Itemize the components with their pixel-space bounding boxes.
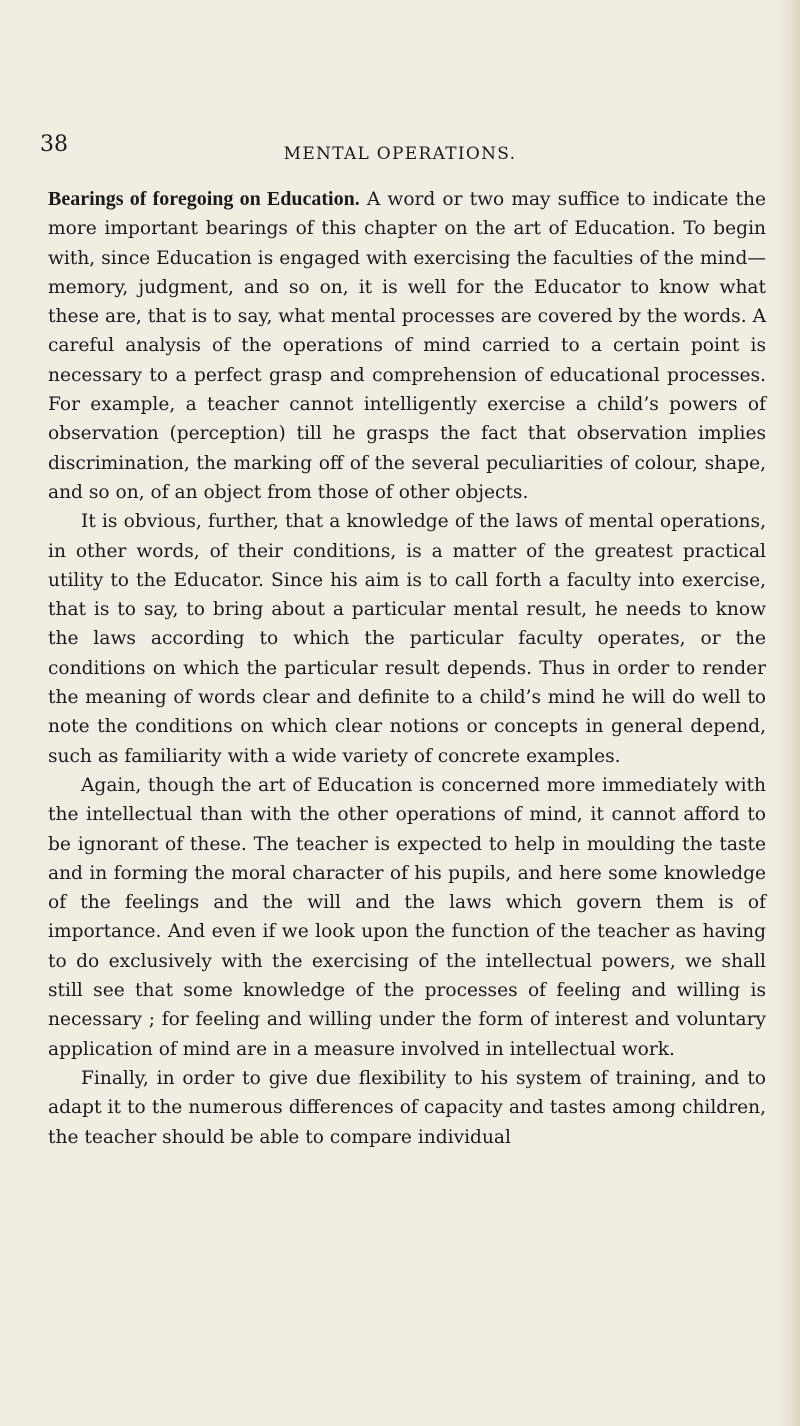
- section-heading: Bearings of foregoing on Education.: [48, 188, 360, 210]
- paragraph-2: It is obvious, further, that a knowledge of the laws of mental operations, in other words, of their conditions, is a matter of the greatest practical utility to the Educator. Since his aim is to call forth a faculty into exercise, that is to say, to bring about a particular mental result, he needs to know the laws according to which the particular faculty operates, or the conditions on which the particular result depends. Thus in order to render the meaning of words clear and definite to a child’s mind he will do well to note the conditions on which clear notions or concepts in general depend, such as familiarity with a wide variety of concrete examples.: [48, 511, 766, 767]
- page-number: 38: [40, 132, 68, 157]
- paragraph-1: [48, 185, 766, 507]
- paragraph-4: Finally, in order to give due flexibility to his system of training, and to adapt it to the numerous differences of capacity and tastes among children, the teacher should be able to compare individual: [48, 1067, 766, 1148]
- body-text: [48, 185, 766, 1152]
- running-head: MENTAL OPERATIONS.: [283, 144, 517, 164]
- paragraph-3: Again, though the art of Education is concerned more immediately with the intellectual than with the other operations of mind, it cannot afford to be ignorant of these. The teacher is expected to help in moulding the taste and in forming the moral character of his pupils, and here some knowledge of the feelings and the will and the laws which govern them is of importance. And even if we look upon the function of the teacher as having to do exclusively with the exercising of the intellectual powers, we shall still see that some knowledge of the processes of feeling and willing is necessary ; for feeling and willing under the form of interest and voluntary application of mind are in a measure involved in intellectual work.: [48, 774, 766, 1060]
- page-edge-shadow: [778, 0, 800, 1426]
- paragraph-1-text: A word or two may suffice to indicate the more important bearings of this chapter on the art of Education. To begin with, since Education is engaged with exercising the faculties of the mind—memory, judgment, and so on, it is well for the Educator to know what these are, that is to say, what mental processes are covered by the words. A careful analysis of the operations of mind carried to a certain point is necessary to a perfect grasp and comprehension of educational processes. For example, a teacher cannot intelligently exercise a child’s powers of observation (perception) till he grasps the fact that observation implies discrimination, the marking off of the several peculiarities of colour, shape, and so on, of an object from those of other objects.: [48, 189, 767, 503]
